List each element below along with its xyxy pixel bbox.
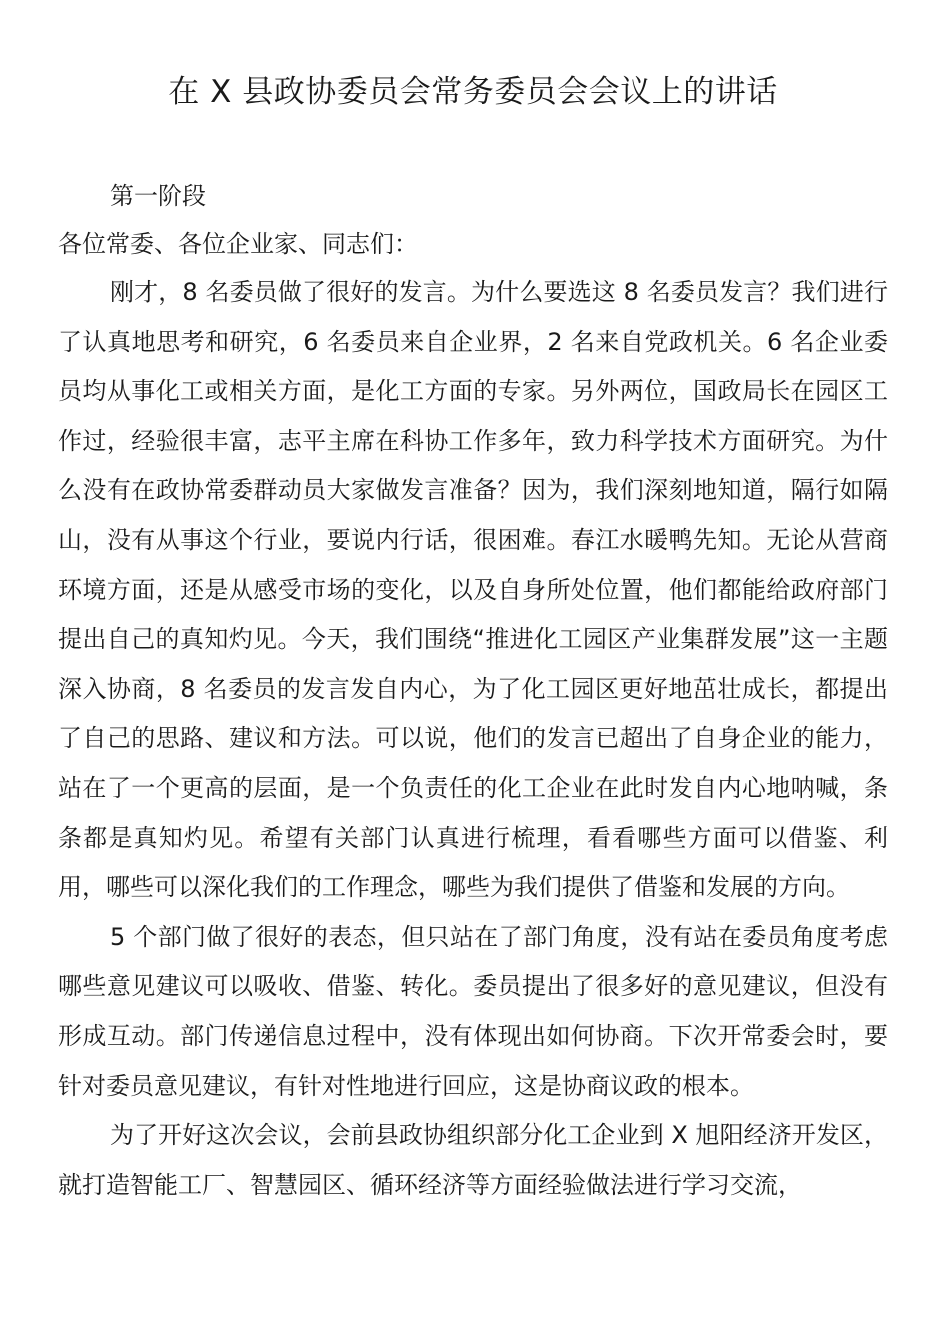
document-title: 在 X 县政协委员会常务委员会会议上的讲话: [168, 74, 778, 110]
salutation: 各位常委、各位企业家、同志们：: [58, 230, 418, 258]
section-label: 第一阶段: [110, 182, 206, 210]
paragraph: 刚才，8 名委员做了很好的发言。为什么要选这 8 名委员发言？我们进行了认真地思考和研究，6 名委员来自企业界，2 名来自党政机关。6 名企业委员均从事化工或相关方面，是化工方面的专家。另外两位，国政局长在园区工作过，经验很丰富，志平主席在科协工作多年，致力科学技术方面研究。为什么没有在政协常委群动员大家做发言准备？因为，我们深刻地知道，隔行如隔山，没有从事这个行业，要说内行话，很困难。春江水暖鸭先知。无论从营商环境方面，还是从感受市场的变化，以及自身所处位置，他们都能给政府部门提出自己的真知灼见。今天，我们围绕“推进化工园区产业集群发展”这一主题深入协商，8 名委员的发言发自内心，为了化工园区更好地茁壮成长，都提出了自己的思路、建议和方法。可以说，他们的发言已超出了自身企业的能力，站在了一个更高的层面，是一个负责任的化工企业在此时发自内心地呐喊，条条都是真知灼见。希望有关部门认真进行梳理，看看哪些方面可以借鉴、利用，哪些可以深化我们的工作理念，哪些为我们提供了借鉴和发展的方向。: [58, 278, 888, 902]
paragraph: 为了开好这次会议，会前县政协组织部分化工企业到 X 旭阳经济开发区，就打造智能工厂、智慧园区、循环经济等方面经验做法进行学习交流，: [58, 1121, 888, 1199]
paragraph: 5 个部门做了很好的表态，但只站在了部门角度，没有站在委员角度考虑哪些意见建议可以吸收、借鉴、转化。委员提出了很多好的意见建议，但没有形成互动。部门传递信息过程中，没有体现出如何协商。下次开常委会时，要针对委员意见建议，有针对性地进行回应，这是协商议政的根本。: [58, 922, 888, 1100]
